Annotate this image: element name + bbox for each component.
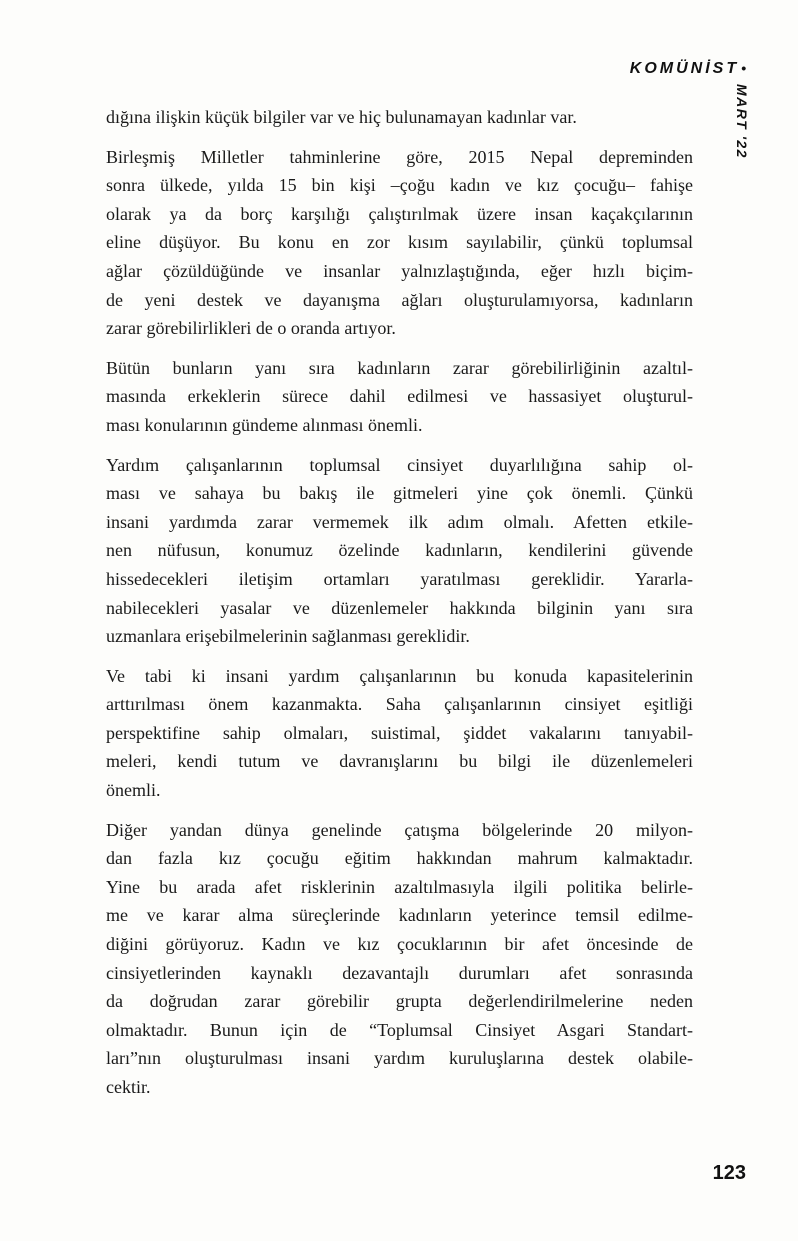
text-line: nen nüfusun, konumuz özelinde kadınların, kendilerini güvende: [106, 540, 693, 561]
text-line: zarar görebilirlikleri de o oranda artıyor.: [106, 318, 396, 339]
text-line: Diğer yandan dünya genelinde çatışma bölgelerinde 20 milyon-: [106, 819, 693, 840]
text-line: cektir.: [106, 1077, 151, 1097]
text-line: ması konularının gündeme alınması önemli.: [106, 414, 423, 435]
text-line: masında erkeklerin sürece dahil edilmesi ve hassasiyet oluşturul-: [106, 386, 693, 407]
text-line: sonra ülkede, yılda 15 bin kişi –çoğu kadın ve kız çocuğu– fahişe: [106, 175, 693, 196]
text-line: ağlar çözüldüğünde ve insanlar yalnızlaştığında, eğer hızlı biçim-: [106, 260, 693, 281]
text-line: diğini görüyoruz. Kadın ve kız çocuklarının bir afet öncesinde de: [106, 934, 693, 955]
issue-date-label: MART '22: [734, 84, 750, 159]
magazine-title-text: KOMÜNİST: [629, 60, 740, 77]
paragraph: [106, 816, 693, 1102]
text-line: de yeni destek ve dayanışma ağları oluşturulamıyorsa, kadınların: [106, 289, 693, 310]
text-line: Birleşmiş Milletler tahminlerine göre, 2015 Nepal depreminden: [106, 146, 693, 167]
text-line: me ve karar alma süreçlerinde kadınların yeterince temsil edilme-: [106, 905, 693, 926]
text-line: perspektifine sahip olmaları, suistimal, şiddet vakalarını tanıyabil-: [106, 722, 693, 743]
text-line: meleri, kendi tutum ve davranışlarını bu bilgi ile düzenlemeleri: [106, 751, 693, 772]
paragraph: [106, 354, 693, 440]
text-line: ması ve sahaya bu bakış ile gitmeleri yine çok önemli. Çünkü: [106, 483, 693, 504]
text-line: Bütün bunların yanı sıra kadınların zarar görebilirliğinin azaltıl-: [106, 357, 693, 378]
magazine-title: [630, 60, 746, 78]
text-line: insani yardımda zarar vermemek ilk adım olmalı. Afetten etkile-: [106, 511, 693, 532]
text-line: olarak ya da borç karşılığı çalıştırılmak üzere insan kaçakçılarının: [106, 203, 693, 224]
text-line: önemli.: [106, 780, 161, 801]
text-line: eline düşüyor. Bu konu en zor kısım sayılabilir, çünkü toplumsal: [106, 232, 693, 253]
text-line: arttırılması önem kazanmakta. Saha çalışanlarının cinsiyet eşitliği: [106, 694, 693, 715]
text-line: uzmanlara erişebilmelerinin sağlanması gereklidir.: [106, 626, 470, 647]
text-line: dan fazla kız çocuğu eğitim hakkından mahrum kalmaktadır.: [106, 848, 693, 869]
paragraph: [106, 143, 693, 343]
paragraph: [106, 662, 693, 805]
page-number: 123: [712, 1162, 746, 1184]
article-body: [106, 103, 693, 1102]
text-line: nabilecekleri yasalar ve düzenlemeler hakkında bilginin yanı sıra: [106, 597, 693, 618]
text-line: olmaktadır. Bunun için de “Toplumsal Cinsiyet Asgari Standart-: [106, 1019, 693, 1040]
text-line: da doğrudan zarar görebilir grupta değerlendirilmelerine neden: [106, 991, 693, 1012]
paragraph: [106, 103, 693, 132]
text-line: Yine bu arada afet risklerinin azaltılmasıyla ilgili politika belirle-: [106, 876, 693, 897]
title-bullet-icon: •: [741, 60, 746, 76]
text-line: dığına ilişkin küçük bilgiler var ve hiç bulunamayan kadınlar var.: [106, 107, 577, 127]
paragraph: [106, 451, 693, 651]
text-line: hissedecekleri iletişim ortamları yaratılması gereklidir. Yararla-: [106, 568, 693, 589]
text-line: Ve tabi ki insani yardım çalışanlarının bu konuda kapasitelerinin: [106, 665, 693, 686]
text-line: ları”nın oluşturulması insani yardım kuruluşlarına destek olabile-: [106, 1048, 693, 1069]
text-line: cinsiyetlerinden kaynaklı dezavantajlı durumları afet sonrasında: [106, 962, 693, 983]
text-line: Yardım çalışanlarının toplumsal cinsiyet duyarlılığına sahip ol-: [106, 454, 693, 475]
